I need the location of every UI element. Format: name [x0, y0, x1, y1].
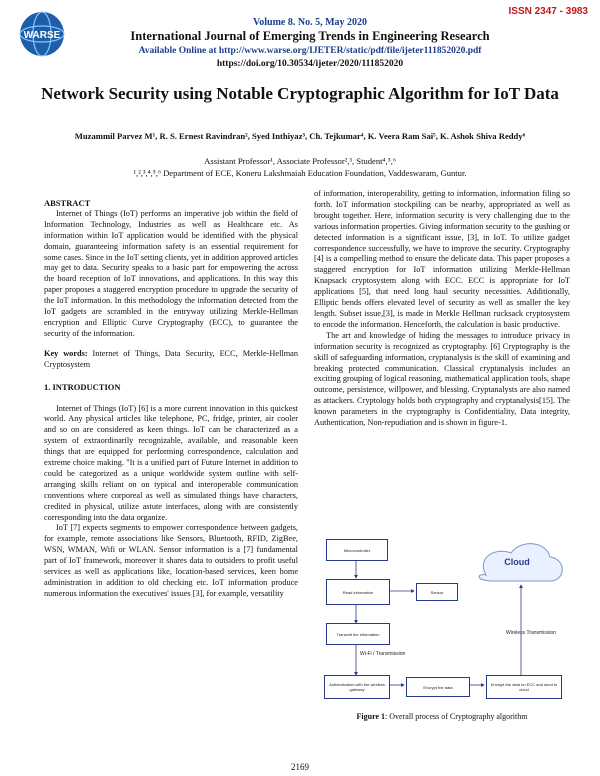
- box-encrypt: Encrypt the data: [406, 677, 470, 697]
- intro-paragraph-2: IoT [7] expects segments to empower correspondence between gadgets, for example, remote associations like Sensors, Bluetooth, RFID, ZigBee, WSN, WMAN, Wifi or WLAN. Sensor information is a [7] fundamental part of IoT framework, moreover it shares data to outsiders to profit useful services as well as applications like, location-based services, keen home administration in addition to old checking etc. IoT information produce numerous information the executives' issues [3], for example, versatility: [44, 523, 298, 598]
- journal-title: International Journal of Emerging Trends in Engineering Research: [130, 29, 490, 43]
- affiliation-roles: Assistant Professor¹, Associate Professor²,³, Student⁴,⁵,⁶: [204, 156, 396, 166]
- right-column: [314, 189, 570, 429]
- box-sensor: Sensor: [416, 583, 458, 601]
- affiliation-dept: ¹,²,³,⁴,⁵,⁶ Department of ECE, Koneru Lakshmaiah Education Foundation, Vaddeswaram, Guntur.: [133, 168, 467, 178]
- caption-label: Figure 1: [356, 712, 386, 721]
- intro-heading: 1. INTRODUCTION: [44, 381, 121, 392]
- box-read-information: Read information: [326, 579, 390, 605]
- caption-text: : Overall process of Cryptography algorithm: [385, 712, 528, 721]
- keywords: [44, 349, 298, 371]
- intro-paragraph-1: Internet of Things (IoT) [6] is a more current innovation in this quickest world. Any physical articles like telephone, PC, fridge, printer, air cooler and so on are considered as keen things. IoT can be characterized as a system of extraordinarily recognizable, available, and reasonable keen things that are equipped for performing correspondence, calculation and extreme choice making. "It is a unified part of Future Internet in addition to could be categorized as a unique worldwide system outline with self-arranging skills reliant on on typical and interoperable communication conventions where corporeal as well as simulated things have characters, credited in physical, utilize astute interfaces, along with are consistently corresponding into the data organize.: [44, 403, 298, 522]
- figure-caption: [316, 712, 568, 721]
- wifi-transmission-label: Wi-Fi / Transmission: [360, 651, 406, 657]
- box-encrypt-ecc: Encrypt the data on ECC and send to cloud: [486, 675, 562, 699]
- right-paragraph-1: of information, interoperability, getting to information, information filing so forth. IoT information stockpiling can be nearby, appropriated as well as brought together. Here, information security is very challenging due to the various information properties. Giving information security to the gushing or detected information is a significant issue, [3], in IoT. To utilize gadget correspondence successfully, we have to improve the security. Cryptography [4] is a compelling method to ensure the delicate data. This paper proposes a staggered encryption for IoT information utilizing Merkle-Hellman Knapsack cryptosystem along with ECC. ECC is appropriate for IoT applications [5], that need long haul security necessities. Additionally, Elliptic bends offers elevated level of security as well as smaller the key length. Subset issue,[3], is made in Merkle Hellman rucksack cryptosystem to encode the information. Henceforth, the calculation is basic productive.: [314, 189, 570, 329]
- paper-title: Network Security using Notable Cryptographic Algorithm for IoT Data: [41, 84, 559, 103]
- keywords-label: Key words:: [44, 348, 88, 358]
- volume-line: Volume 8. No. 5, May 2020: [252, 17, 368, 28]
- available-url[interactable]: Available Online at http://www.warse.org/IJETER/static/pdf/file/ijeter111852020.pdf: [138, 46, 482, 56]
- page-number: 2169: [291, 762, 309, 772]
- abstract-text: Internet of Things (IoT) performs an imperative job within the field of Information Technology, Industries as well as Healthcare etc. As information within IoT application would be identified with the physical domain, guaranteeing information safety is an essential requirement for some cases. Since in the IoT setting clients, yet in addition approved articles may get to data. Security speaks to a basic part for empowering the across the board reception of IoT innovations, and applications. In this way this paper proposes a staggered encryption procedure to upgrade the security of the IoT information. In this methodology the information detected from the IoT gadgets are scrambled in the entryway utilizing Merkle-Hellman encryption and Elliptic Curve Cryptography (ECC), to guarantee the security of the information.: [44, 208, 298, 338]
- box-authentication: Authentication with the wireless gateway: [324, 675, 390, 699]
- figure-1: [316, 527, 568, 763]
- box-transmit: Transmit the information: [326, 623, 390, 645]
- doi-link[interactable]: https://doi.org/10.30534/ijeter/2020/111852020: [216, 59, 404, 69]
- issn-label: ISSN 2347 - 3983: [508, 6, 588, 17]
- abstract-heading: ABSTRACT: [44, 198, 91, 208]
- keywords-text: Internet of Things, Data Security, ECC, Merkle-Hellman Cryptosystem: [44, 348, 298, 369]
- left-column: [44, 198, 298, 600]
- warse-logo: [12, 10, 72, 58]
- logo-text: WARSE: [23, 30, 61, 41]
- cloud-label: Cloud: [504, 557, 530, 567]
- author-list: Muzammil Parvez M¹, R. S. Ernest Ravindran², Syed Inthiyaz³, Ch. Tejkumar⁴, K. Veera Ram Sai⁵, K. Ashok Shiva Reddy⁶: [74, 131, 526, 141]
- wireless-transmission-label: Wireless Transmission: [506, 630, 557, 636]
- affiliation: [40, 155, 560, 179]
- box-microcontroller: Microcontroller: [326, 539, 388, 561]
- right-paragraph-2: The art and knowledge of hiding the messages to introduce privacy in information security is recognized as cryptography. [6] Cryptography is the skill of safeguarding information, cryptanalysis is the skill of examining and breaking protected communication. Classical cryptanalysis includes an exciting grouping of logical reasoning, mathematical application tools, shape outcome, persistence, willpower, and blessing. Cryptanalysts are also named as attackers. Cryptology holds both cryptography and cryptanalysis[15]. The known parameters in the cryptography is Confidentiality, Data integrity, Authentication, Non-repudiation and is shown in figure-1.: [314, 330, 570, 428]
